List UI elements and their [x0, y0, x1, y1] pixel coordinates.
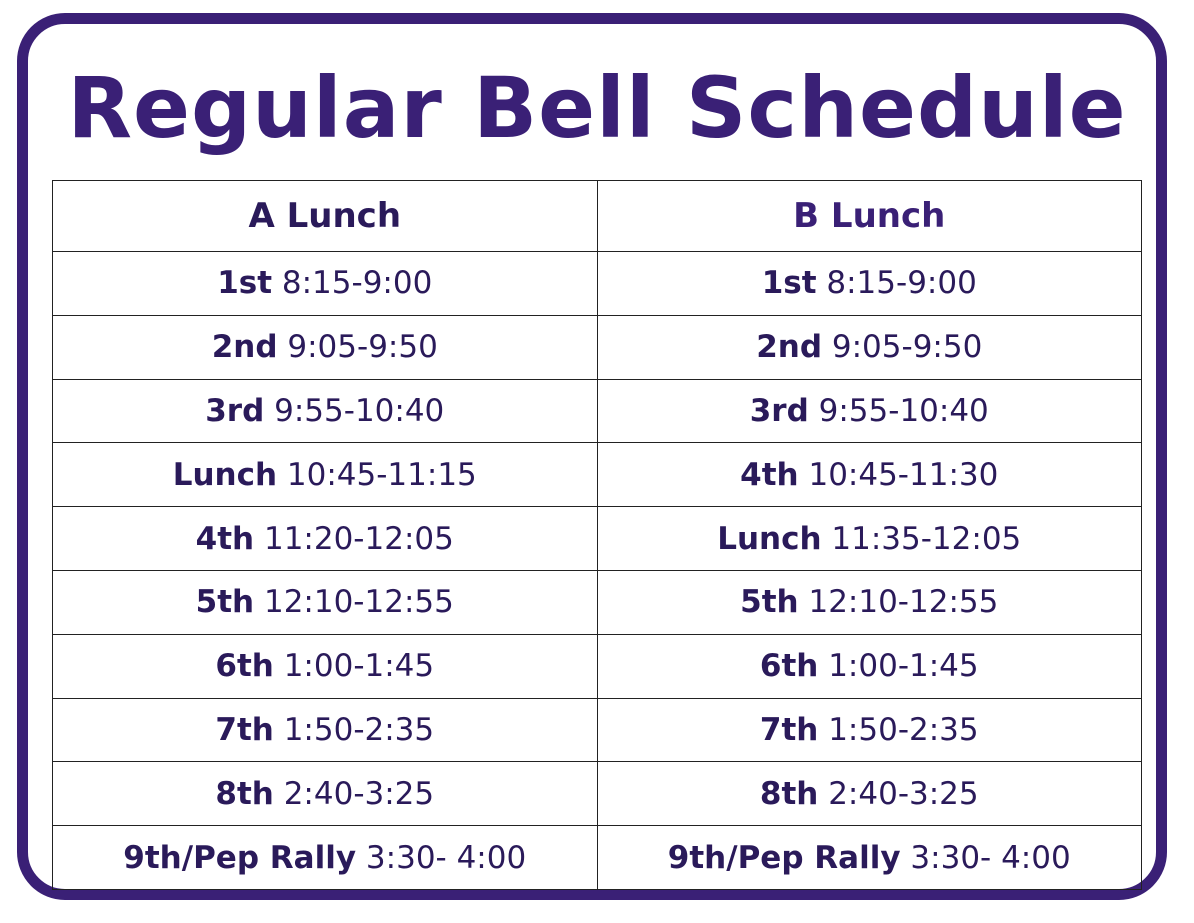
period-label: 3rd — [205, 392, 265, 429]
table-row — [53, 634, 1142, 698]
period-time: 1:50-2:35 — [828, 711, 979, 748]
period-time: 12:10-12:55 — [263, 584, 454, 621]
period-label: 8th — [759, 775, 819, 812]
period-label: 4th — [740, 456, 799, 493]
period-time: 1:50-2:35 — [283, 711, 435, 748]
period-label: 1st — [217, 265, 273, 302]
schedule-cell-a-lunch — [53, 698, 598, 762]
table-row — [53, 443, 1142, 507]
column-header-b-lunch: B Lunch — [597, 181, 1142, 252]
schedule-cell-b-lunch — [597, 252, 1142, 316]
period-label: 4th — [195, 520, 255, 557]
period-time: 8:15-9:00 — [826, 265, 977, 302]
period-label: 6th — [215, 648, 274, 685]
schedule-cell-a-lunch — [53, 315, 598, 379]
table-row — [53, 379, 1142, 443]
period-time: 3:30- 4:00 — [910, 839, 1071, 876]
period-label: 5th — [740, 584, 799, 621]
table-row — [53, 252, 1142, 316]
schedule-cell-a-lunch — [53, 762, 598, 826]
schedule-cell-a-lunch — [53, 379, 598, 443]
period-time: 11:35-12:05 — [831, 520, 1022, 557]
schedule-cell-a-lunch — [53, 570, 598, 634]
table-row — [53, 570, 1142, 634]
period-label: 6th — [759, 648, 819, 685]
column-header-a-lunch: A Lunch — [53, 181, 598, 252]
schedule-cell-b-lunch — [597, 379, 1142, 443]
period-time: 1:00-1:45 — [828, 648, 979, 685]
period-label: 9th/Pep Rally — [123, 839, 357, 876]
period-time: 1:00-1:45 — [283, 648, 435, 685]
schedule-cell-b-lunch — [597, 507, 1142, 571]
period-time: 9:05-9:50 — [287, 329, 438, 366]
period-time: 11:20-12:05 — [263, 520, 454, 557]
period-time: 9:05-9:50 — [831, 329, 983, 366]
period-label: 5th — [195, 584, 255, 621]
schedule-cell-a-lunch — [53, 634, 598, 698]
schedule-cell-a-lunch — [53, 443, 598, 507]
table-row — [53, 698, 1142, 762]
schedule-cell-b-lunch — [597, 443, 1142, 507]
schedule-cell-a-lunch — [53, 252, 598, 316]
period-label: 9th/Pep Rally — [667, 839, 901, 876]
table-row — [53, 507, 1142, 571]
schedule-cell-b-lunch — [597, 826, 1142, 890]
period-time: 10:45-11:15 — [286, 456, 477, 493]
period-label: Lunch — [172, 456, 278, 493]
schedule-cell-b-lunch — [597, 315, 1142, 379]
period-label: 7th — [759, 711, 819, 748]
schedule-cell-b-lunch — [597, 698, 1142, 762]
table-header-row — [53, 181, 1142, 252]
schedule-cell-a-lunch — [53, 507, 598, 571]
table-row — [53, 762, 1142, 826]
schedule-cell-b-lunch — [597, 570, 1142, 634]
period-time: 2:40-3:25 — [283, 775, 435, 812]
period-label: 2nd — [211, 329, 278, 366]
table-row — [53, 826, 1142, 890]
table-row — [53, 315, 1142, 379]
period-time: 12:10-12:55 — [808, 584, 999, 621]
period-label: 7th — [215, 711, 274, 748]
period-label: Lunch — [717, 520, 822, 557]
period-time: 9:55-10:40 — [818, 392, 989, 429]
period-time: 3:30- 4:00 — [365, 839, 527, 876]
period-label: 1st — [761, 265, 817, 302]
period-time: 9:55-10:40 — [274, 392, 445, 429]
schedule-cell-b-lunch — [597, 762, 1142, 826]
period-time: 10:45-11:30 — [808, 456, 999, 493]
schedule-cell-b-lunch — [597, 634, 1142, 698]
period-label: 8th — [215, 775, 274, 812]
period-time: 8:15-9:00 — [281, 265, 433, 302]
period-label: 2nd — [756, 329, 823, 366]
page-title: Regular Bell Schedule — [67, 59, 1127, 157]
schedule-table — [52, 180, 1142, 890]
period-label: 3rd — [749, 392, 809, 429]
schedule-cell-a-lunch — [53, 826, 598, 890]
period-time: 2:40-3:25 — [828, 775, 979, 812]
schedule-body — [53, 252, 1142, 890]
